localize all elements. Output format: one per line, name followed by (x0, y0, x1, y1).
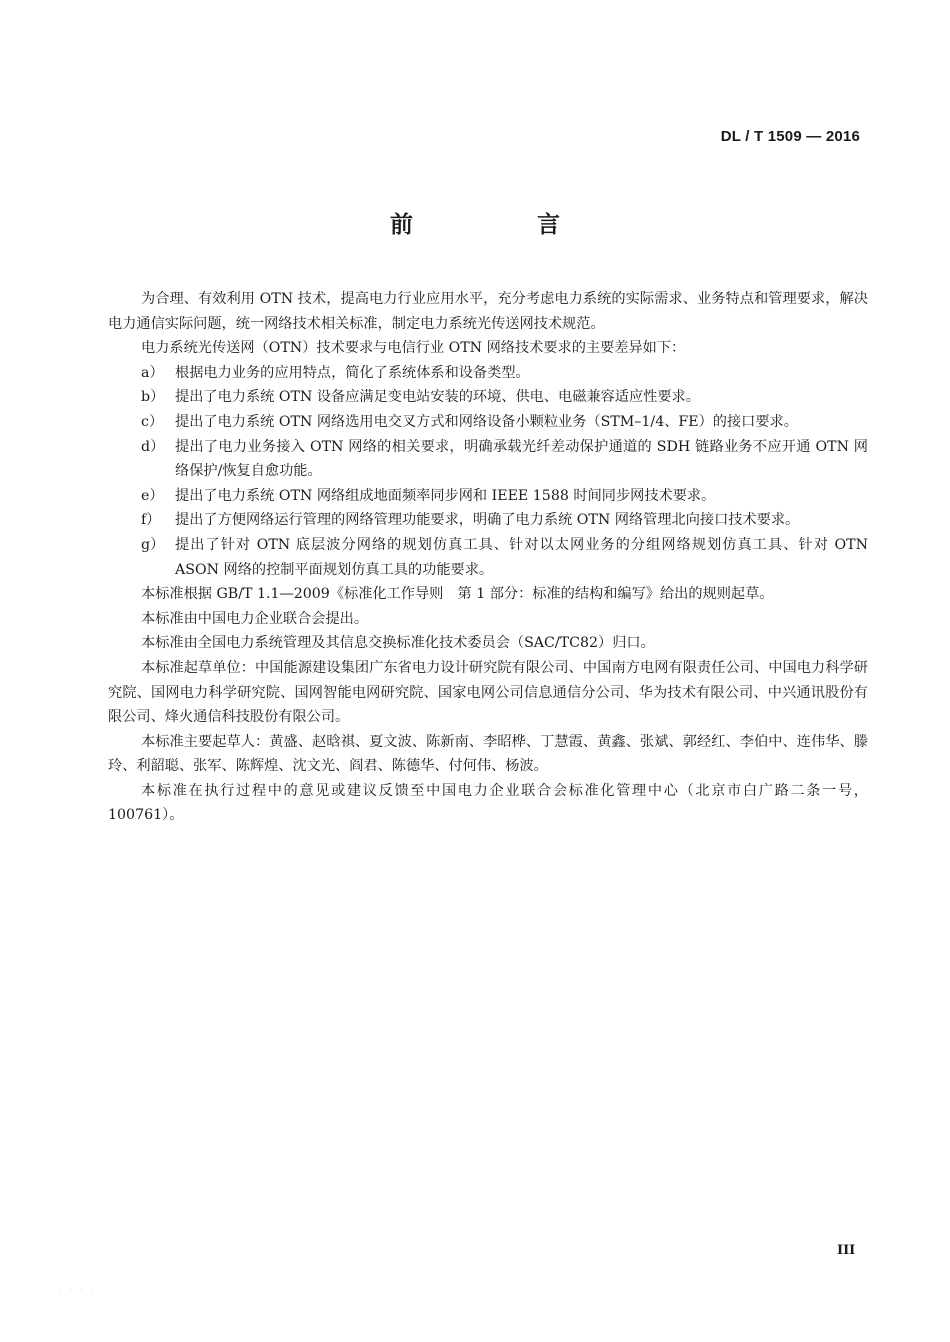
list-text: 提出了电力系统 OTN 网络选用电交叉方式和网络设备小颗粒业务（STM–1/4、FE）的接口要求。 (175, 413, 798, 430)
paragraph-proposer: 本标准由中国电力企业联合会提出。 (141, 610, 369, 627)
list-text: 提出了电力系统 OTN 网络组成地面频率同步网和 IEEE 1588 时间同步网技术要求。 (175, 487, 716, 504)
paragraph-feedback: 本标准在执行过程中的意见或建议反馈至中国电力企业联合会标准化管理中心（北京市白广路二条一号，100761）。 (108, 782, 868, 824)
list-marker: a） (141, 364, 164, 381)
page-title: 前 言 (389, 211, 618, 238)
list-text: 提出了电力系统 OTN 设备应满足变电站安装的环境、供电、电磁兼容适应性要求。 (175, 389, 700, 406)
list-text: 提出了方便网络运行管理的网络管理功能要求，明确了电力系统 OTN 网络管理北向接口技术要求。 (175, 512, 800, 529)
list-marker: b） (141, 389, 165, 406)
list-item-f (141, 508, 868, 533)
list-item-c (141, 410, 868, 435)
scan-artifact: · · · · (58, 1286, 97, 1295)
list-text: 提出了针对 OTN 底层波分网络的规划仿真工具、针对以太网业务的分组网络规划仿真工具、针对 OTN ASON 网络的控制平面规划仿真工具的功能要求。 (175, 536, 868, 578)
list-item-g (141, 533, 868, 582)
list-marker: d） (141, 438, 165, 455)
paragraph-drafting-rules: 本标准根据 GB/T 1.1—2009《标准化工作导则 第 1 部分：标准的结构和编写》给出的规则起草。 (141, 586, 774, 603)
list-marker: f） (141, 512, 161, 529)
list-text: 提出了电力业务接入 OTN 网络的相关要求，明确承载光纤差动保护通道的 SDH 链路业务不应开通 OTN 网络保护/恢复自愈功能。 (175, 438, 868, 480)
list-item-d (141, 435, 868, 484)
list-item-a (141, 361, 868, 386)
list-marker: c） (141, 413, 164, 430)
list-text: 根据电力业务的应用特点，简化了系统体系和设备类型。 (175, 364, 530, 381)
page-number: III (837, 1243, 856, 1258)
paragraph-intro-1: 为合理、有效利用 OTN 技术，提高电力行业应用水平，充分考虑电力系统的实际需求、业务特点和管理要求，解决电力通信实际问题，统一网络技术相关标准，制定电力系统光传送网技术规范。 (108, 291, 868, 332)
standard-code: DL / T 1509 — 2016 (720, 128, 860, 145)
foreword-body (108, 287, 868, 828)
paragraph-committee: 本标准由全国电力系统管理及其信息交换标准化技术委员会（SAC/TC82）归口。 (141, 635, 655, 652)
list-marker: e） (141, 487, 164, 504)
paragraph-drafting-units: 本标准起草单位：中国能源建设集团广东省电力设计研究院有限公司、中国南方电网有限责任公司、中国电力科学研究院、国网电力科学研究院、国网智能电网研究院、国家电网公司信息通信分公司、华为技术有限公司、中兴通讯股份有限公司、烽火通信科技股份有限公司。 (108, 659, 868, 726)
paragraph-intro-2: 电力系统光传送网（OTN）技术要求与电信行业 OTN 网络技术要求的主要差异如下： (141, 340, 686, 357)
paragraph-drafters: 本标准主要起草人：黄盛、赵晗祺、夏文波、陈新南、李昭桦、丁慧霞、黄鑫、张斌、郭经红、李伯中、连伟华、滕玲、利韶聪、张军、陈辉煌、沈文光、阎君、陈德华、付何伟、杨波。 (108, 733, 868, 775)
list-item-b (141, 385, 868, 410)
list-marker: g） (141, 536, 165, 553)
list-item-e (141, 484, 868, 509)
